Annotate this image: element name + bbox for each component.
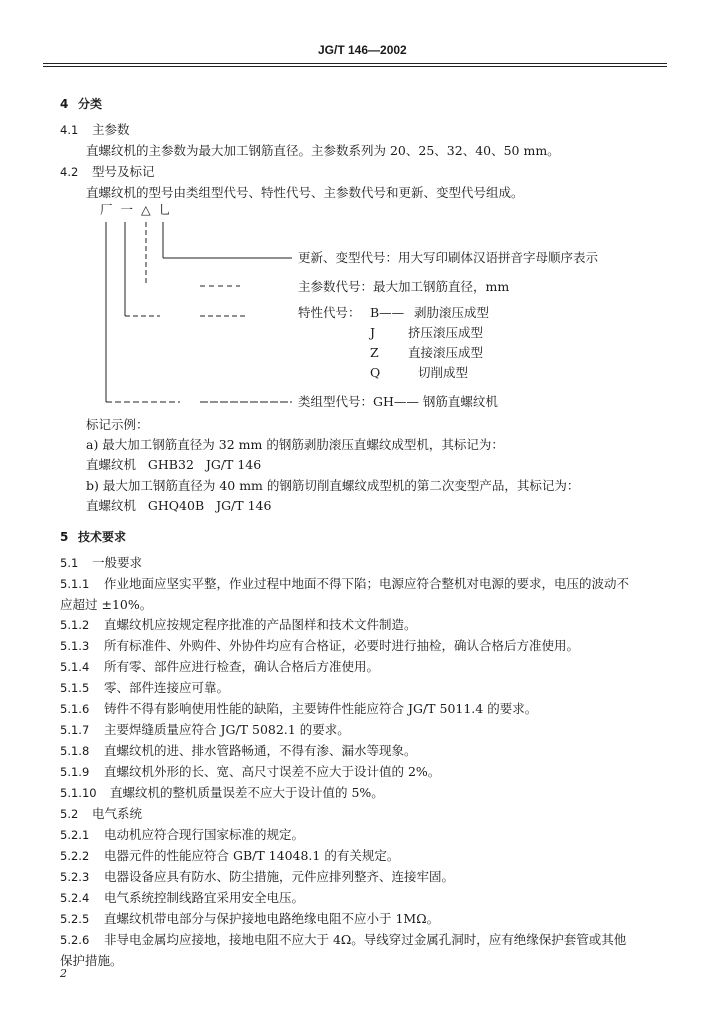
item-text: 电器设备应具有防水、防尘措施，元件应排列整齐、连接牢固。 [104, 869, 455, 884]
item-text-continued: 应超过 ±10%。 [60, 597, 153, 612]
feature-code-z: Z [370, 345, 379, 360]
section-4-number: 4 [60, 97, 69, 111]
item-number: 5.1.6 [60, 702, 90, 716]
item-text: 所有零、部件应进行检查，确认合格后方准使用。 [104, 659, 380, 674]
section-4-2-title: 型号及标记 [92, 164, 155, 179]
feature-desc-z: 直接滚压成型 [408, 345, 484, 360]
item-text: 直螺纹机带电部分与保护接地电路绝缘电阻不应小于 1MΩ。 [104, 911, 440, 926]
item-number: 5.1.1 [60, 577, 90, 591]
item-text: 主要焊缝质量应符合 JG/T 5082.1 的要求。 [104, 722, 350, 737]
item-number: 5.1.8 [60, 744, 90, 758]
example-a-mark: 直螺纹机 GHB32 JG/T 146 [86, 457, 262, 472]
item-number: 5.2.6 [60, 933, 90, 947]
section-4-2-text: 直螺纹机的型号由类组型代号、特性代号、主参数代号和更新、变型代号组成。 [86, 185, 524, 200]
section-5-2-number: 5.2 [60, 807, 79, 821]
item-number: 5.1.4 [60, 660, 90, 674]
feature-code-q: Q [370, 365, 381, 380]
diagram-top-marks: 厂 一 △ 乚 [100, 202, 174, 217]
item-text: 铸件不得有影响使用性能的缺陷，主要铸件性能应符合 JG/T 5011.4 的要求。 [104, 701, 538, 716]
section-5-number: 5 [60, 530, 69, 544]
item-text: 直螺纹机应按规定程序批准的产品图样和技术文件制造。 [104, 617, 417, 632]
feature-desc-b: 剥肋滚压成型 [414, 305, 490, 320]
diagram-label-class: 类组型代号：GH—— 钢筋直螺纹机 [298, 394, 498, 409]
item-text: 电气系统控制线路宜采用安全电压。 [104, 890, 305, 905]
section-4-1-text: 直螺纹机的主参数为最大加工钢筋直径。主参数系列为 20、25、32、40、50 mm。 [86, 143, 560, 158]
item-text: 所有标准件、外购件、外协件均应有合格证，必要时进行抽检，确认合格后方准使用。 [104, 638, 580, 653]
section-4-title: 分类 [78, 97, 103, 111]
header-code: JG/T 146—2002 [318, 43, 407, 57]
feature-desc-q: 切削成型 [418, 365, 469, 380]
item-number: 5.1.7 [60, 723, 90, 737]
feature-code-b: B—— [370, 305, 405, 320]
section-4-2-number: 4.2 [60, 165, 79, 179]
page-number: 2 [60, 967, 67, 980]
item-number: 5.1.10 [60, 786, 97, 800]
feature-desc-j: 挤压滚压成型 [408, 325, 484, 340]
section-4-1-number: 4.1 [60, 123, 79, 137]
diagram-label-feature-prefix: 特性代号： [298, 305, 361, 320]
item-number: 5.2.3 [60, 870, 90, 884]
diagram-label-param: 主参数代号：最大加工钢筋直径，mm [298, 279, 510, 294]
item-number: 5.1.2 [60, 618, 90, 632]
diagram-label-update: 更新、变型代号：用大写印刷体汉语拼音字母顺序表示 [298, 250, 599, 265]
example-title: 标记示例： [86, 417, 149, 432]
item-number: 5.2.4 [60, 891, 90, 905]
item-number: 5.1.3 [60, 639, 90, 653]
item-number: 5.2.1 [60, 828, 90, 842]
item-text-continued: 保护措施。 [60, 953, 123, 968]
item-text: 非导电金属均应接地，接地电阻不应大于 4Ω。导线穿过金属孔洞时，应有绝缘保护套管或其他 [104, 932, 627, 947]
section-5-2-title: 电气系统 [92, 806, 143, 821]
section-5-1-title: 一般要求 [92, 555, 143, 570]
item-text: 直螺纹机外形的长、宽、高尺寸误差不应大于设计值的 2%。 [104, 764, 441, 779]
example-b-mark: 直螺纹机 GHQ40B JG/T 146 [86, 498, 272, 513]
item-text: 电动机应符合现行国家标准的规定。 [104, 827, 305, 842]
example-b-text: b) 最大加工钢筋直径为 40 mm 的钢筋切削直螺纹成型机的第二次变型产品，其标记为： [86, 478, 580, 493]
item-number: 5.1.5 [60, 681, 90, 695]
item-text: 电器元件的性能应符合 GB/T 14048.1 的有关规定。 [104, 848, 400, 863]
item-number: 5.2.2 [60, 849, 90, 863]
section-5-title: 技术要求 [78, 530, 127, 544]
item-text: 直螺纹机的整机质量误差不应大于设计值的 5%。 [110, 785, 384, 800]
feature-code-j: J [370, 325, 376, 340]
item-number: 5.1.9 [60, 765, 90, 779]
example-a-text: a) 最大加工钢筋直径为 32 mm 的钢筋剥肋滚压直螺纹成型机，其标记为： [86, 437, 504, 452]
section-5-1-number: 5.1 [60, 556, 79, 570]
item-number: 5.2.5 [60, 912, 90, 926]
item-text: 直螺纹机的进、排水管路畅通，不得有渗、漏水等现象。 [104, 743, 417, 758]
item-text: 零、部件连接应可靠。 [104, 680, 230, 695]
section-4-1-title: 主参数 [92, 122, 130, 137]
item-text: 作业地面应坚实平整，作业过程中地面不得下陷；电源应符合整机对电源的要求，电压的波动不 [104, 576, 630, 591]
